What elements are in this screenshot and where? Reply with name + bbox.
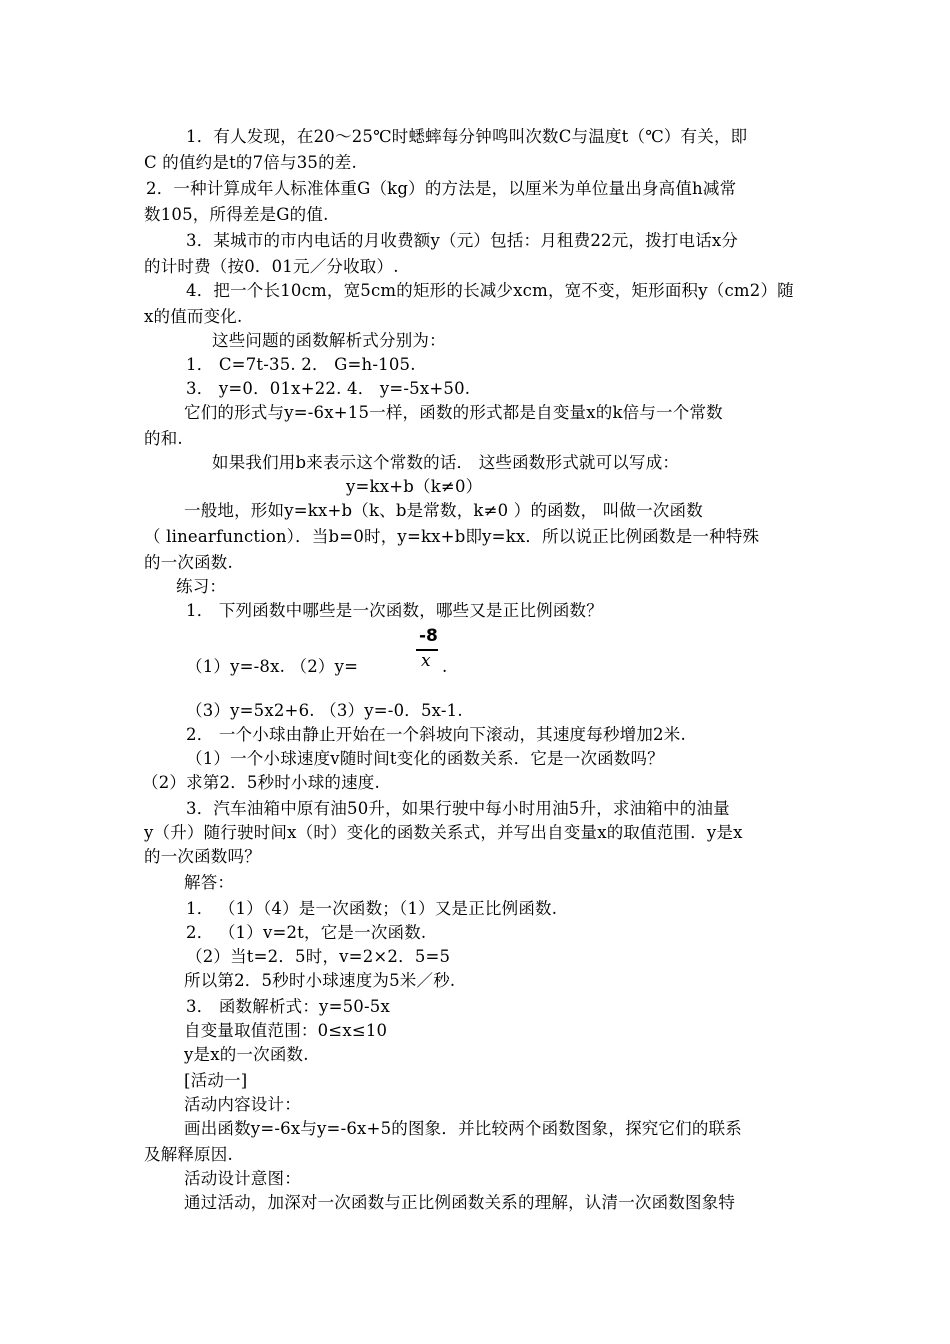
text-line: 3．汽车油箱中原有油50升，如果行驶中每小时用油5升，求油箱中的油量 [186, 799, 730, 818]
text-line: 一般地，形如y=kx+b（k、b是常数，k≠0 ）的函数， 叫做一次函数 [184, 501, 703, 520]
fraction-denominator: x [421, 651, 431, 671]
text-line: （1）一个小球速度v随时间t变化的函数关系．它是一次函数吗？ [186, 749, 664, 768]
text-line: （ linearfunction）．当b=0时，y=kx+b即y=kx．所以说正比例函数是一种特殊 [144, 527, 760, 546]
section-label: 活动内容设计： [184, 1095, 301, 1114]
text-line: 的计时费（按0．01元／分收取）. [144, 257, 399, 276]
text-line: （1）y=-8x. （2）y= [186, 657, 359, 676]
text-line: 的一次函数. [144, 553, 233, 572]
text-line: 4．把一个长10cm，宽5cm的矩形的长减少xcm，宽不变，矩形面积y（cm2）随 [186, 281, 794, 300]
text-line: 3．某城市的市内电话的月收费额y（元）包括：月租费22元，拨打电话x分 [186, 231, 739, 250]
section-label: [活动一] [184, 1071, 248, 1090]
text-line: 自变量取值范围：0≤x≤10 [184, 1021, 388, 1040]
text-line: 1． 下列函数中哪些是一次函数，哪些又是正比例函数？ [186, 601, 603, 620]
text-line: 它们的形式与y=-6x+15一样，函数的形式都是自变量x的k倍与一个常数 [184, 403, 723, 422]
formula-line: y=kx+b（k≠0） [346, 477, 483, 496]
text-line: x的值而变化. [144, 307, 243, 326]
text-line: 1．有人发现，在20～25℃时蟋蟀每分钟鸣叫次数C与温度t（℃）有关，即 [186, 127, 748, 146]
text-line: 及解释原因. [144, 1145, 233, 1164]
text-line: 1． C=7t-35. 2． G=h-105. [186, 355, 416, 374]
text-line: 所以第2．5秒时小球速度为5米／秒. [184, 971, 456, 990]
text-line: 的一次函数吗？ [144, 847, 261, 866]
text-line: 2． （1）v=2t，它是一次函数. [186, 923, 427, 942]
text-line: （2）当t=2．5时，v=2×2．5=5 [186, 947, 451, 966]
text-line: 2． 一个小球由静止开始在一个斜坡向下滚动，其速度每秒增加2米. [186, 725, 686, 744]
section-label: 活动设计意图： [184, 1169, 301, 1188]
text-line: 通过活动，加深对一次函数与正比例函数关系的理解，认清一次函数图象特 [184, 1193, 736, 1212]
text-line: （3）y=5x2+6. （3）y=-0．5x-1. [186, 701, 463, 720]
fraction-numerator: -8 [419, 626, 438, 646]
text-line: y（升）随行驶时间x（时）变化的函数关系式，并写出自变量x的取值范围．y是x [144, 823, 743, 842]
text-line: 数105，所得差是G的值. [144, 205, 329, 224]
fraction-tail: . [442, 657, 448, 676]
text-line: 画出函数y=-6x与y=-6x+5的图象．并比较两个函数图象，探究它们的联系 [184, 1119, 742, 1138]
section-label: 解答： [184, 873, 235, 892]
section-label: 练习： [176, 577, 227, 596]
text-line: y是x的一次函数. [184, 1045, 309, 1064]
text-line: 3． y=0．01x+22. 4． y=-5x+50. [186, 379, 471, 398]
text-line: 3． 函数解析式：y=50-5x [186, 997, 390, 1016]
text-line: 1． （1）（4）是一次函数；（1）又是正比例函数. [186, 899, 558, 918]
text-line: （2）求第2．5秒时小球的速度. [142, 773, 380, 792]
text-line: 如果我们用b来表示这个常数的话． 这些函数形式就可以写成： [212, 453, 680, 472]
text-line: C 的值约是t的7倍与35的差. [144, 153, 357, 172]
text-line: 2．一种计算成年人标准体重G（kg）的方法是，以厘米为单位量出身高值h减常 [146, 179, 737, 198]
text-line: 的和. [144, 429, 183, 448]
text-line: 这些问题的函数解析式分别为： [212, 331, 446, 350]
